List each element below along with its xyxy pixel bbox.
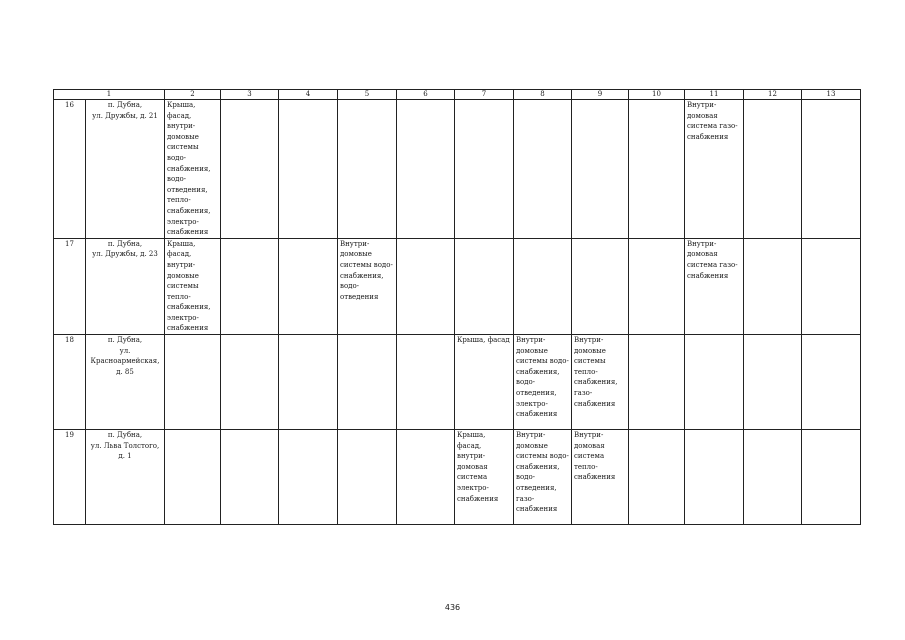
- header-row: [54, 90, 861, 100]
- table-cell: Внутри- домовые системы водо- снабжения, водо- отведения: [338, 238, 397, 334]
- table-cell: [744, 430, 802, 525]
- table-cell: [221, 430, 279, 525]
- table-row: [54, 238, 861, 334]
- works-table: [53, 89, 861, 525]
- table-cell: Внутри- домовые системы водо- снабжения, водо- отведения, газо- снабжения: [514, 430, 572, 525]
- table-cell: [165, 430, 221, 525]
- table-cell: [279, 430, 338, 525]
- table-cell: [685, 430, 744, 525]
- table-cell: Крыша, фасад: [455, 335, 514, 430]
- table-cell: [165, 335, 221, 430]
- table-cell: [221, 335, 279, 430]
- column-header: 10: [629, 90, 685, 100]
- table-cell: [279, 238, 338, 334]
- column-header: 12: [744, 90, 802, 100]
- table-cell: [744, 335, 802, 430]
- column-header: 6: [397, 90, 455, 100]
- table-cell: [629, 238, 685, 334]
- page-number: 436: [444, 603, 461, 612]
- table-cell: [802, 430, 861, 525]
- row-number: 18: [54, 335, 86, 430]
- table-cell: [572, 238, 629, 334]
- table-cell: [629, 430, 685, 525]
- table-cell: [802, 335, 861, 430]
- table-cell: [572, 100, 629, 239]
- table-cell: [221, 238, 279, 334]
- address-cell: п. Дубна, ул. Льва Толстого, д. 1: [86, 430, 165, 525]
- table-cell: [397, 100, 455, 239]
- column-header: 8: [514, 90, 572, 100]
- table-row: [54, 335, 861, 430]
- table-cell: [279, 100, 338, 239]
- table-cell: [455, 238, 514, 334]
- column-header: 9: [572, 90, 629, 100]
- table-cell: Внутри- домовые системы водо- снабжения, водо- отведения, электро- снабжения: [514, 335, 572, 430]
- column-header: 5: [338, 90, 397, 100]
- column-header: 2: [165, 90, 221, 100]
- column-header: 7: [455, 90, 514, 100]
- table-cell: [338, 100, 397, 239]
- table-cell: [455, 100, 514, 239]
- table-cell: Крыша, фасад, внутри- домовая система электро- снабжения: [455, 430, 514, 525]
- table-cell: [514, 238, 572, 334]
- table-cell: [629, 100, 685, 239]
- table-row: [54, 100, 861, 239]
- table-cell: [744, 238, 802, 334]
- table-cell: Внутри- домовая система газо- снабжения: [685, 238, 744, 334]
- table-cell: [629, 335, 685, 430]
- row-number: 19: [54, 430, 86, 525]
- address-cell: п. Дубна, ул. Дружбы, д. 23: [86, 238, 165, 334]
- column-header: 4: [279, 90, 338, 100]
- table-cell: [279, 335, 338, 430]
- table-cell: [338, 335, 397, 430]
- row-number: 16: [54, 100, 86, 239]
- table-cell: [338, 430, 397, 525]
- table-cell: [397, 335, 455, 430]
- column-header: 1: [54, 90, 165, 100]
- column-header: 3: [221, 90, 279, 100]
- table-row: [54, 430, 861, 525]
- table-cell: [397, 430, 455, 525]
- row-number: 17: [54, 238, 86, 334]
- table-cell: [514, 100, 572, 239]
- table-cell: [802, 238, 861, 334]
- table-cell: Внутри- домовая система газо- снабжения: [685, 100, 744, 239]
- table-cell: [221, 100, 279, 239]
- table-cell: [685, 335, 744, 430]
- table-cell: Внутри- домовая система тепло- снабжения: [572, 430, 629, 525]
- table-cell: [802, 100, 861, 239]
- column-header: 11: [685, 90, 744, 100]
- address-cell: п. Дубна, ул. Красноармейская, д. 85: [86, 335, 165, 430]
- table-cell: Крыша, фасад, внутри- домовые системы водо- снабжения, водо- отведения, тепло- снабжения, электро- снабжения: [165, 100, 221, 239]
- table-cell: Внутри- домовые системы тепло- снабжения, газо- снабжения: [572, 335, 629, 430]
- table-cell: [744, 100, 802, 239]
- column-header: 13: [802, 90, 861, 100]
- table-cell: Крыша, фасад, внутри- домовые системы тепло- снабжения, электро- снабжения: [165, 238, 221, 334]
- table-cell: [397, 238, 455, 334]
- address-cell: п. Дубна, ул. Дружбы, д. 21: [86, 100, 165, 239]
